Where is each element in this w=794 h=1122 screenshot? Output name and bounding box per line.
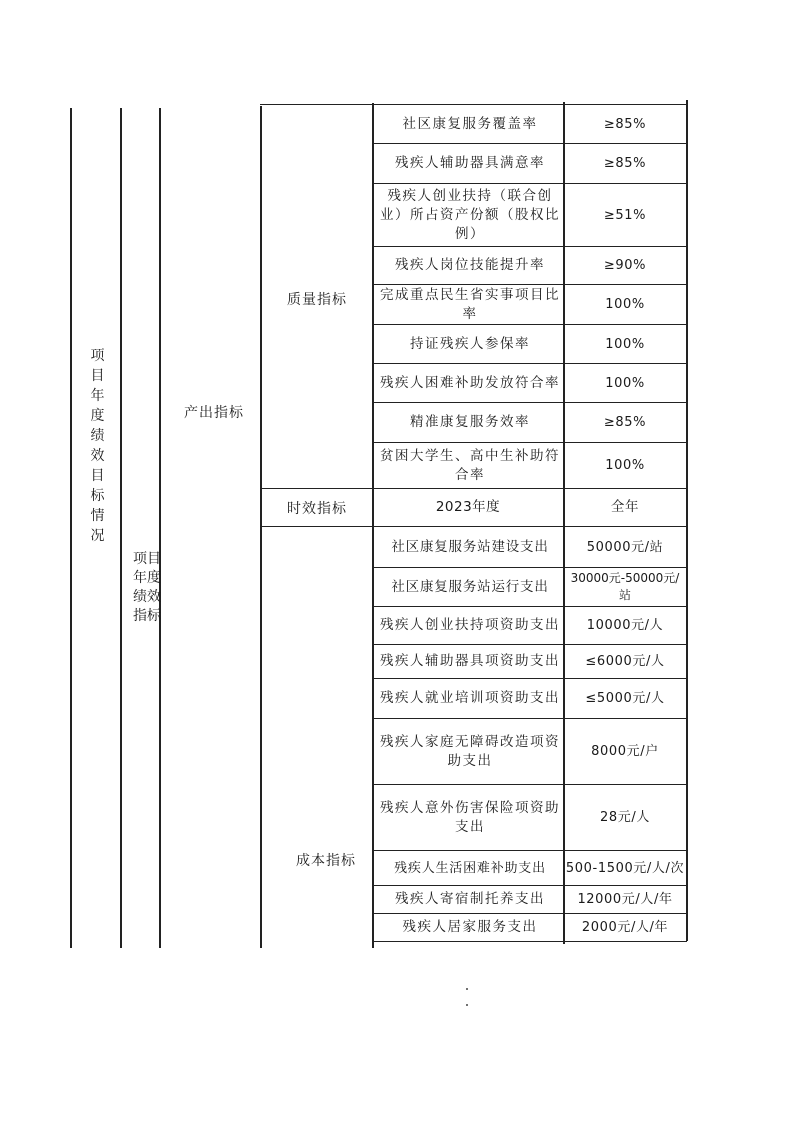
quality-row-name: 精准康复服务效率 <box>410 414 530 430</box>
cost-row-value: 30000元-50000元/站 <box>570 571 680 602</box>
level1-label: 产出指标 <box>184 405 244 421</box>
quality-row-name: 残疾人辅助器具满意率 <box>395 155 545 171</box>
cost-row-value: 28元/人 <box>600 810 650 825</box>
table-border-right <box>686 100 688 941</box>
quality-row-name: 残疾人创业扶持（联合创业）所占资产份额（股权比例） <box>380 187 560 242</box>
table-border-col1 <box>120 108 122 948</box>
quality-row-name: 完成重点民生省实事项目比率 <box>380 286 560 322</box>
cost-row-value: ≤6000元/人 <box>585 654 665 669</box>
cost-row-value: ≤5000元/人 <box>585 691 665 706</box>
category-quality: 质量指标 <box>287 292 347 308</box>
cost-row-name: 社区康复服务站运行支出 <box>391 578 549 595</box>
quality-row-name: 贫困大学生、高中生补助符合率 <box>380 447 560 483</box>
section-label: 项目年度绩效目标情况 <box>90 348 106 544</box>
cost-row-value: 12000元/人/年 <box>577 892 673 907</box>
timeliness-row-name: 2023年度 <box>435 499 501 515</box>
quality-row-value: ≥51% <box>603 207 647 223</box>
table-border-left <box>70 108 72 948</box>
quality-row-name: 残疾人岗位技能提升率 <box>395 257 545 273</box>
quality-row-value: 100% <box>605 458 645 473</box>
cost-row-name: 残疾人意外伤害保险项资助支出 <box>380 799 560 835</box>
quality-row-value: ≥85% <box>603 156 647 171</box>
cost-row-value: 8000元/户 <box>591 744 659 759</box>
table-border-col2 <box>159 108 161 948</box>
quality-row-name: 社区康复服务覆盖率 <box>402 115 538 132</box>
scan-speck <box>466 1004 468 1006</box>
cost-row-name: 残疾人就业培训项资助支出 <box>380 690 560 706</box>
category-cost: 成本指标 <box>296 853 356 869</box>
quality-row-value: 100% <box>605 336 645 352</box>
quality-row-value: ≥90% <box>603 258 647 273</box>
quality-row-value: ≥85% <box>603 116 647 132</box>
quality-row-value: 100% <box>605 375 645 391</box>
quality-row-value: ≥85% <box>603 415 647 430</box>
scan-speck <box>466 988 468 990</box>
quality-row-value: 100% <box>605 297 645 312</box>
category-timeliness: 时效指标 <box>287 501 347 517</box>
cost-row-name: 社区康复服务站建设支出 <box>391 538 549 555</box>
cost-row-value: 10000元/人 <box>586 618 664 633</box>
cost-row-value: 50000元/站 <box>586 539 664 555</box>
cost-row-name: 残疾人家庭无障碍改造项资助支出 <box>380 733 560 769</box>
cost-row-value: 2000元/人/年 <box>581 920 669 935</box>
subsection-label: 项目年度绩效指标 <box>133 551 161 624</box>
cost-row-name: 残疾人生活困难补助支出 <box>394 860 546 876</box>
cost-row-name: 残疾人寄宿制托养支出 <box>395 891 545 907</box>
quality-row-name: 持证残疾人参保率 <box>410 335 530 352</box>
quality-row-name: 残疾人困难补助发放符合率 <box>380 374 560 391</box>
cost-row-name: 残疾人创业扶持项资助支出 <box>380 617 560 633</box>
cost-row-value: 500-1500元/人/次 <box>565 860 685 876</box>
timeliness-row-value: 全年 <box>610 499 640 515</box>
row-line <box>372 941 687 942</box>
cost-row-name: 残疾人辅助器具项资助支出 <box>380 653 560 669</box>
cost-row-name: 残疾人居家服务支出 <box>402 919 538 935</box>
